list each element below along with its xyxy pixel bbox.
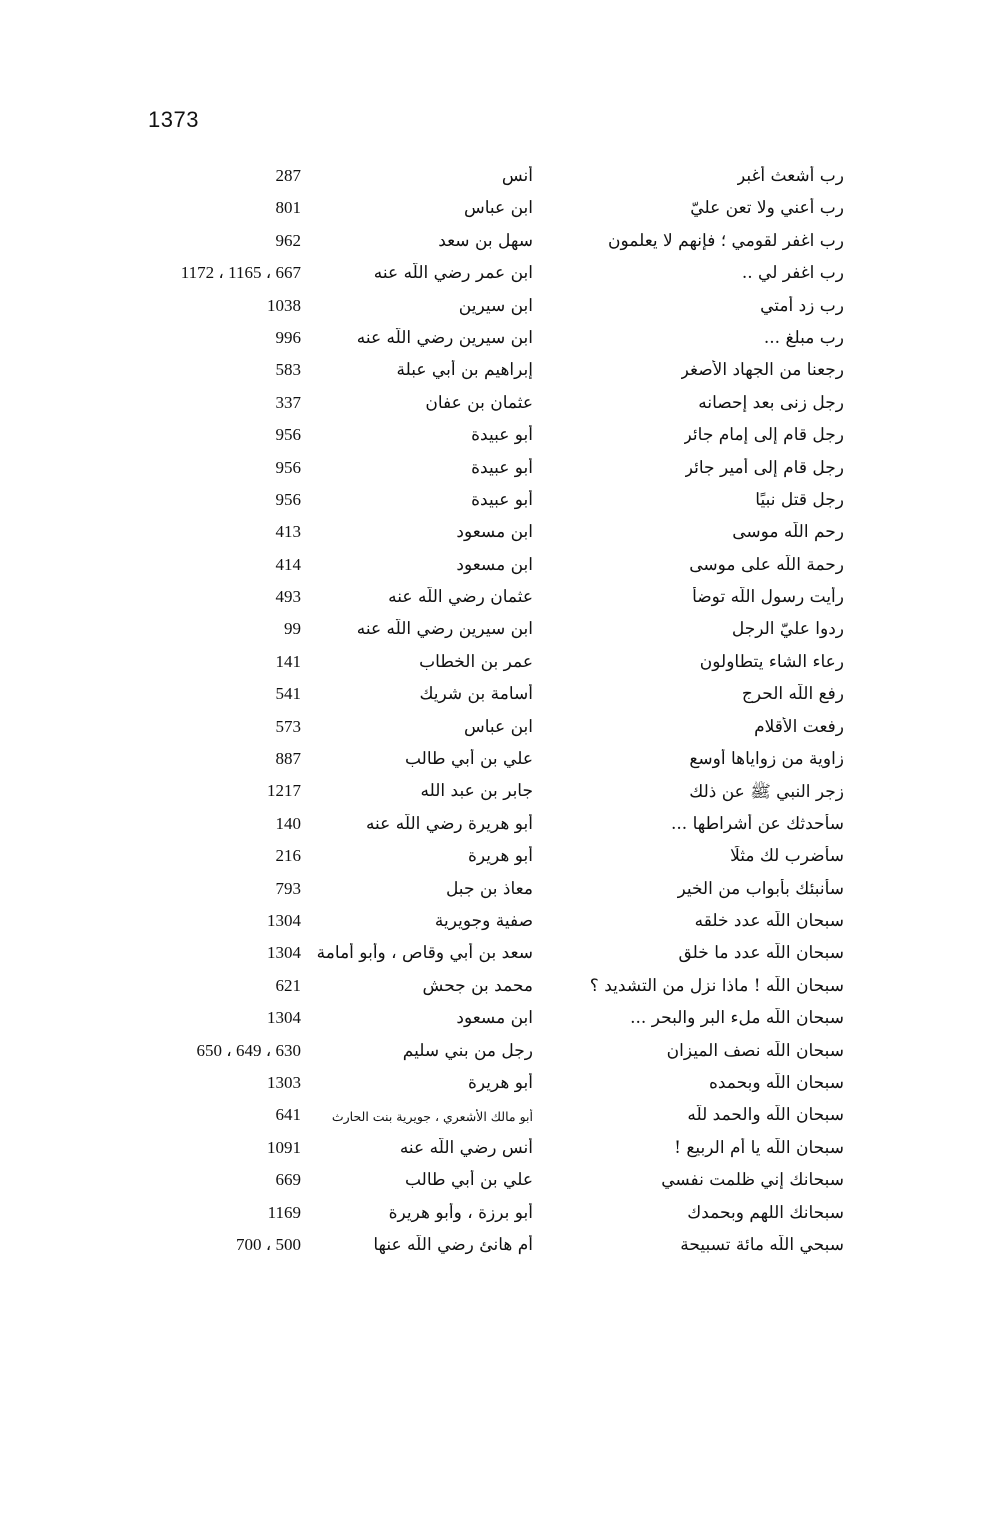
index-row [0, 293, 986, 325]
index-row [0, 260, 986, 292]
index-row [0, 1167, 986, 1199]
page-refs: 141 [275, 651, 301, 671]
index-row [0, 908, 986, 940]
index-row [0, 584, 986, 616]
narrator: جابر بن عبد الله [420, 781, 533, 802]
hadith-text: رب زد أمتي [760, 295, 844, 316]
page-refs: 414 [275, 554, 301, 574]
page-refs: 99 [284, 619, 301, 639]
index-row [0, 616, 986, 648]
index-row [0, 876, 986, 908]
hadith-text: رجل قام إلى إمام جائر [683, 425, 844, 446]
hadith-index-table [0, 163, 986, 1264]
hadith-text: رأيت رسول اللّه توضأ [692, 587, 844, 608]
index-row [0, 843, 986, 875]
index-row [0, 519, 986, 551]
narrator: ابن سيرين [458, 295, 533, 316]
hadith-text: سبحان اللّه وبحمده [708, 1072, 844, 1093]
hadith-text: رجل زنى بعد إحصانه [698, 392, 844, 413]
hadith-text: سبحان اللّه ! ماذا نزل من التشديد ؟ [589, 975, 844, 996]
page-refs: 793 [275, 878, 301, 898]
page-refs: 287 [275, 166, 301, 185]
page-refs: 583 [275, 360, 301, 380]
index-row [0, 455, 986, 487]
narrator: رجل من بني سليم [402, 1040, 533, 1061]
index-row [0, 1005, 986, 1037]
narrator: علي بن أبي طالب [404, 749, 533, 770]
hadith-text: سبحان اللّه ملء البر والبحر ... [630, 1008, 844, 1029]
page-refs: 1304 [267, 1008, 301, 1028]
narrator: أبو هريرة رضي اللّه عنه [365, 813, 533, 834]
page-refs: 1303 [267, 1072, 301, 1092]
hadith-text: رب أشعث أغبر [736, 166, 844, 186]
narrator: عثمان بن عفان [425, 392, 533, 413]
page-refs: 669 [275, 1170, 301, 1190]
narrator: إبراهيم بن أبي عبلة [396, 360, 533, 381]
index-row [0, 552, 986, 584]
page-refs: 573 [275, 716, 301, 736]
page-number: 1373 [148, 107, 199, 132]
narrator: ابن مسعود [456, 554, 533, 575]
index-row [0, 487, 986, 519]
narrator: أنس رضي اللّه عنه [399, 1137, 533, 1158]
page-refs: 216 [275, 846, 301, 866]
hadith-text: سبحان اللّه عدد ما خلق [678, 943, 844, 964]
page-refs: 621 [275, 975, 301, 995]
narrator: أبو هريرة [467, 846, 533, 867]
hadith-text: سبحانك اللهم وبحمدك [687, 1202, 844, 1223]
narrator: عثمان رضي اللّه عنه [388, 587, 533, 608]
page-refs: 1217 [267, 781, 301, 801]
index-row [0, 390, 986, 422]
narrator: أبو عبيدة [471, 489, 533, 510]
narrator: ابن مسعود [456, 1008, 533, 1029]
narrator: سعد بن أبي وقاص ، وأبو أمامة [316, 943, 533, 964]
hadith-text: سأنبئك بأبواب من الخير [677, 878, 844, 899]
page-refs: 1038 [267, 295, 301, 315]
hadith-text: سبحانك إني ظلمت نفسي [661, 1170, 844, 1191]
narrator: أبو عبيدة [471, 425, 533, 446]
index-row [0, 1135, 986, 1167]
page-refs: 667 ، 1165 ، 1172 [180, 263, 301, 283]
narrator: معاذ بن جبل [445, 878, 533, 899]
index-row [0, 1200, 986, 1232]
hadith-text: رب اغفر لقومي ؛ فإنهم لا يعلمون [607, 230, 844, 251]
hadith-text: زاوية من زواياها أوسع [689, 749, 844, 770]
hadith-text: سأحدثك عن أشراطها ... [670, 813, 844, 834]
narrator: أبو هريرة [467, 1072, 533, 1093]
page-refs: 493 [275, 587, 301, 607]
hadith-text: سبحان اللّه يا أم الربيع ! [674, 1137, 844, 1158]
index-row [0, 1232, 986, 1264]
narrator: ابن عباس [463, 198, 533, 219]
page-refs: 1304 [267, 943, 301, 963]
narrator: ابن عباس [463, 716, 533, 737]
hadith-text: سبحان اللّه عدد خلقه [694, 910, 844, 931]
page-refs: 500 ، 700 [236, 1234, 301, 1254]
index-row [0, 325, 986, 357]
narrator: عمر بن الخطاب [419, 651, 533, 672]
hadith-text: سبحي اللّه مائة تسبيحة [680, 1234, 844, 1255]
hadith-text: رجعنا من الجهاد الأصغر [680, 360, 844, 381]
hadith-text: رجل قتل نبيًا [755, 489, 844, 510]
index-row [0, 778, 986, 810]
hadith-text: رحمة اللّه على موسى [689, 554, 844, 575]
narrator: أنس [501, 166, 533, 186]
narrator: سهل بن سعد [438, 230, 533, 251]
hadith-text: ردوا عليّ الرجل [731, 619, 844, 640]
narrator: ابن سيرين رضي اللّه عنه [356, 327, 533, 348]
index-row [0, 1070, 986, 1102]
index-row [0, 422, 986, 454]
narrator: أبو مالك الأشعري ، جويرية بنت الحارث [331, 1109, 533, 1125]
narrator: أبو عبيدة [471, 457, 533, 478]
index-row [0, 1102, 986, 1134]
narrator: محمد بن جحش [422, 975, 533, 996]
narrator: صفية وجويرية [434, 910, 533, 931]
index-row [0, 681, 986, 713]
index-row [0, 649, 986, 681]
hadith-text: رفعت الأقلام [754, 716, 844, 737]
page-refs: 956 [275, 457, 301, 477]
index-row [0, 1038, 986, 1070]
hadith-text: رب أعني ولا تعن عليّ [690, 198, 844, 219]
index-row [0, 357, 986, 389]
narrator: علي بن أبي طالب [404, 1170, 533, 1191]
page-refs: 801 [275, 198, 301, 218]
page-refs: 956 [275, 425, 301, 445]
page-refs: 962 [275, 230, 301, 250]
index-row [0, 940, 986, 972]
page-refs: 887 [275, 749, 301, 769]
index-row [0, 746, 986, 778]
index-row [0, 195, 986, 227]
narrator: أم هانئ رضي اللّه عنها [373, 1234, 533, 1255]
hadith-text: رحم اللّه موسى [732, 522, 844, 543]
page-refs: 1091 [267, 1137, 301, 1157]
hadith-text: سبحان اللّه والحمد للّه [687, 1105, 844, 1126]
page-refs: 1169 [267, 1202, 301, 1222]
hadith-text: رب اغفر لي .. [741, 263, 844, 284]
page-refs: 996 [275, 327, 301, 347]
page-refs: 630 ، 649 ، 650 [196, 1040, 301, 1060]
hadith-text: رب مبلغ ... [763, 327, 844, 348]
page-refs: 541 [275, 684, 301, 704]
index-row [0, 811, 986, 843]
index-row [0, 973, 986, 1005]
hadith-text: رجل قام إلى أمير جائر [684, 457, 844, 478]
page-refs: 956 [275, 489, 301, 509]
hadith-text: سأضرب لك مثلًا [730, 846, 844, 867]
hadith-text: رفع اللّه الحرج [741, 684, 844, 705]
narrator: ابن سيرين رضي اللّه عنه [356, 619, 533, 640]
hadith-text: زجر النبي ﷺ عن ذلك [689, 782, 844, 803]
narrator: ابن مسعود [456, 522, 533, 543]
narrator: أسامة بن شريك [419, 684, 533, 705]
index-row [0, 714, 986, 746]
page-refs: 337 [275, 392, 301, 412]
narrator: ابن عمر رضي اللّه عنه [373, 263, 533, 284]
page-refs: 1304 [267, 910, 301, 930]
hadith-text: سبحان اللّه نصف الميزان [666, 1040, 844, 1061]
narrator: أبو برزة ، وأبو هريرة [388, 1202, 533, 1223]
index-row [0, 163, 986, 195]
page-refs: 413 [275, 522, 301, 542]
hadith-text: رعاء الشاء يتطاولون [699, 651, 844, 672]
page-refs: 140 [275, 813, 301, 833]
index-row [0, 228, 986, 260]
page-refs: 641 [275, 1105, 301, 1125]
